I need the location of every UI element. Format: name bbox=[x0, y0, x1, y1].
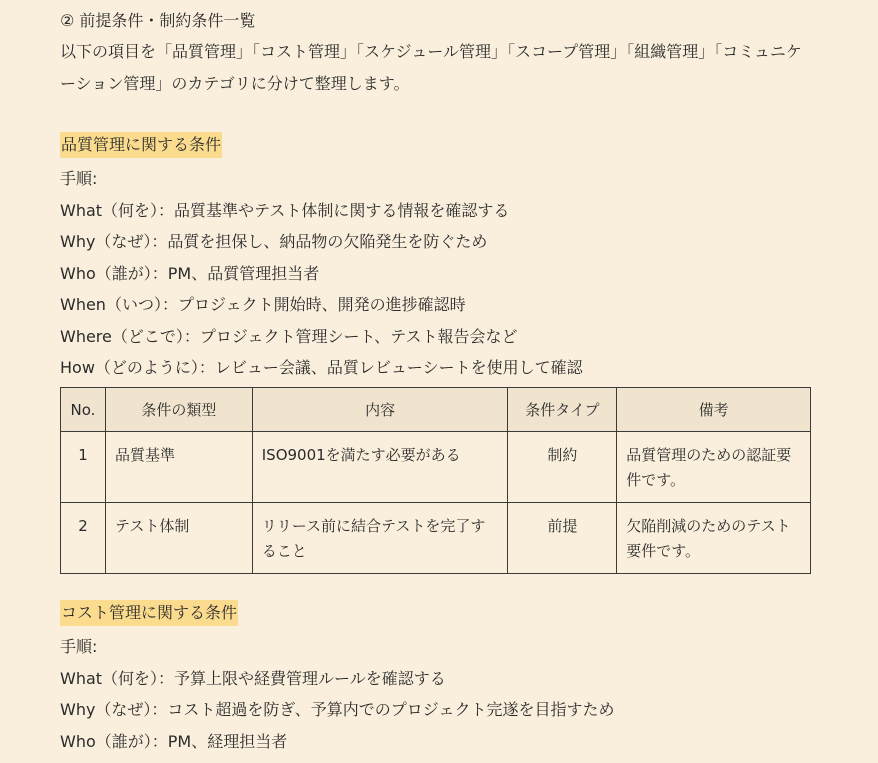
step-what: What（何を）：品質基準やテスト体制に関する情報を確認する bbox=[60, 200, 510, 220]
table-row bbox=[61, 432, 811, 503]
intro-paragraph: 以下の項目を「品質管理」「コスト管理」「スケジュール管理」「スコープ管理」「組織管理」「コミュニケーション管理」のカテゴリに分けて整理します。 bbox=[60, 42, 802, 93]
step-why: Why（なぜ）：品質を担保し、納品物の欠陥発生を防ぐため bbox=[60, 232, 488, 251]
cost-section-heading bbox=[60, 600, 238, 626]
conditions-table bbox=[60, 387, 811, 574]
header-no: No. bbox=[61, 388, 106, 432]
cell-content: ISO9001を満たす必要がある bbox=[252, 432, 508, 503]
cost-steps bbox=[60, 631, 614, 757]
quality-steps bbox=[60, 163, 583, 384]
cell-content: リリース前に結合テストを完了すること bbox=[252, 503, 508, 574]
cell-notes: 品質管理のための認証要件です。 bbox=[617, 432, 811, 503]
step-how: How（どのように）：レビュー会議、品質レビューシートを使用して確認 bbox=[60, 358, 583, 377]
step-why: Why（なぜ）：コスト超過を防ぎ、予算内でのプロジェクト完遂を目指すため bbox=[60, 700, 615, 719]
cell-type: 前提 bbox=[508, 503, 617, 574]
header-notes: 備考 bbox=[617, 388, 811, 432]
header-category: 条件の類型 bbox=[105, 388, 252, 432]
table-header-row bbox=[61, 388, 811, 432]
step-when: When（いつ）：プロジェクト開始時、開発の進捗確認時 bbox=[60, 295, 466, 314]
cell-notes: 欠陥削減のためのテスト要件です。 bbox=[617, 503, 811, 574]
steps-label: 手順: bbox=[60, 637, 98, 656]
cell-type: 制約 bbox=[508, 432, 617, 503]
quality-section-heading bbox=[60, 132, 222, 158]
section-title: ② 前提条件・制約条件一覧 bbox=[60, 11, 256, 30]
cell-no: 1 bbox=[61, 432, 106, 503]
header-type: 条件タイプ bbox=[508, 388, 617, 432]
quality-title: 品質管理に関する条件 bbox=[60, 132, 222, 158]
cost-title: コスト管理に関する条件 bbox=[60, 600, 238, 626]
steps-label: 手順: bbox=[60, 169, 98, 188]
header-content: 内容 bbox=[252, 388, 508, 432]
step-who: Who（誰が）：PM、品質管理担当者 bbox=[60, 263, 320, 283]
step-what: What（何を）：予算上限や経費管理ルールを確認する bbox=[60, 668, 446, 688]
cell-category: テスト体制 bbox=[105, 503, 252, 574]
cell-no: 2 bbox=[61, 503, 106, 574]
step-where: Where（どこで）：プロジェクト管理シート、テスト報告会など bbox=[60, 326, 518, 346]
table-row bbox=[61, 503, 811, 574]
cell-category: 品質基準 bbox=[105, 432, 252, 503]
step-who: Who（誰が）：PM、経理担当者 bbox=[60, 731, 288, 751]
